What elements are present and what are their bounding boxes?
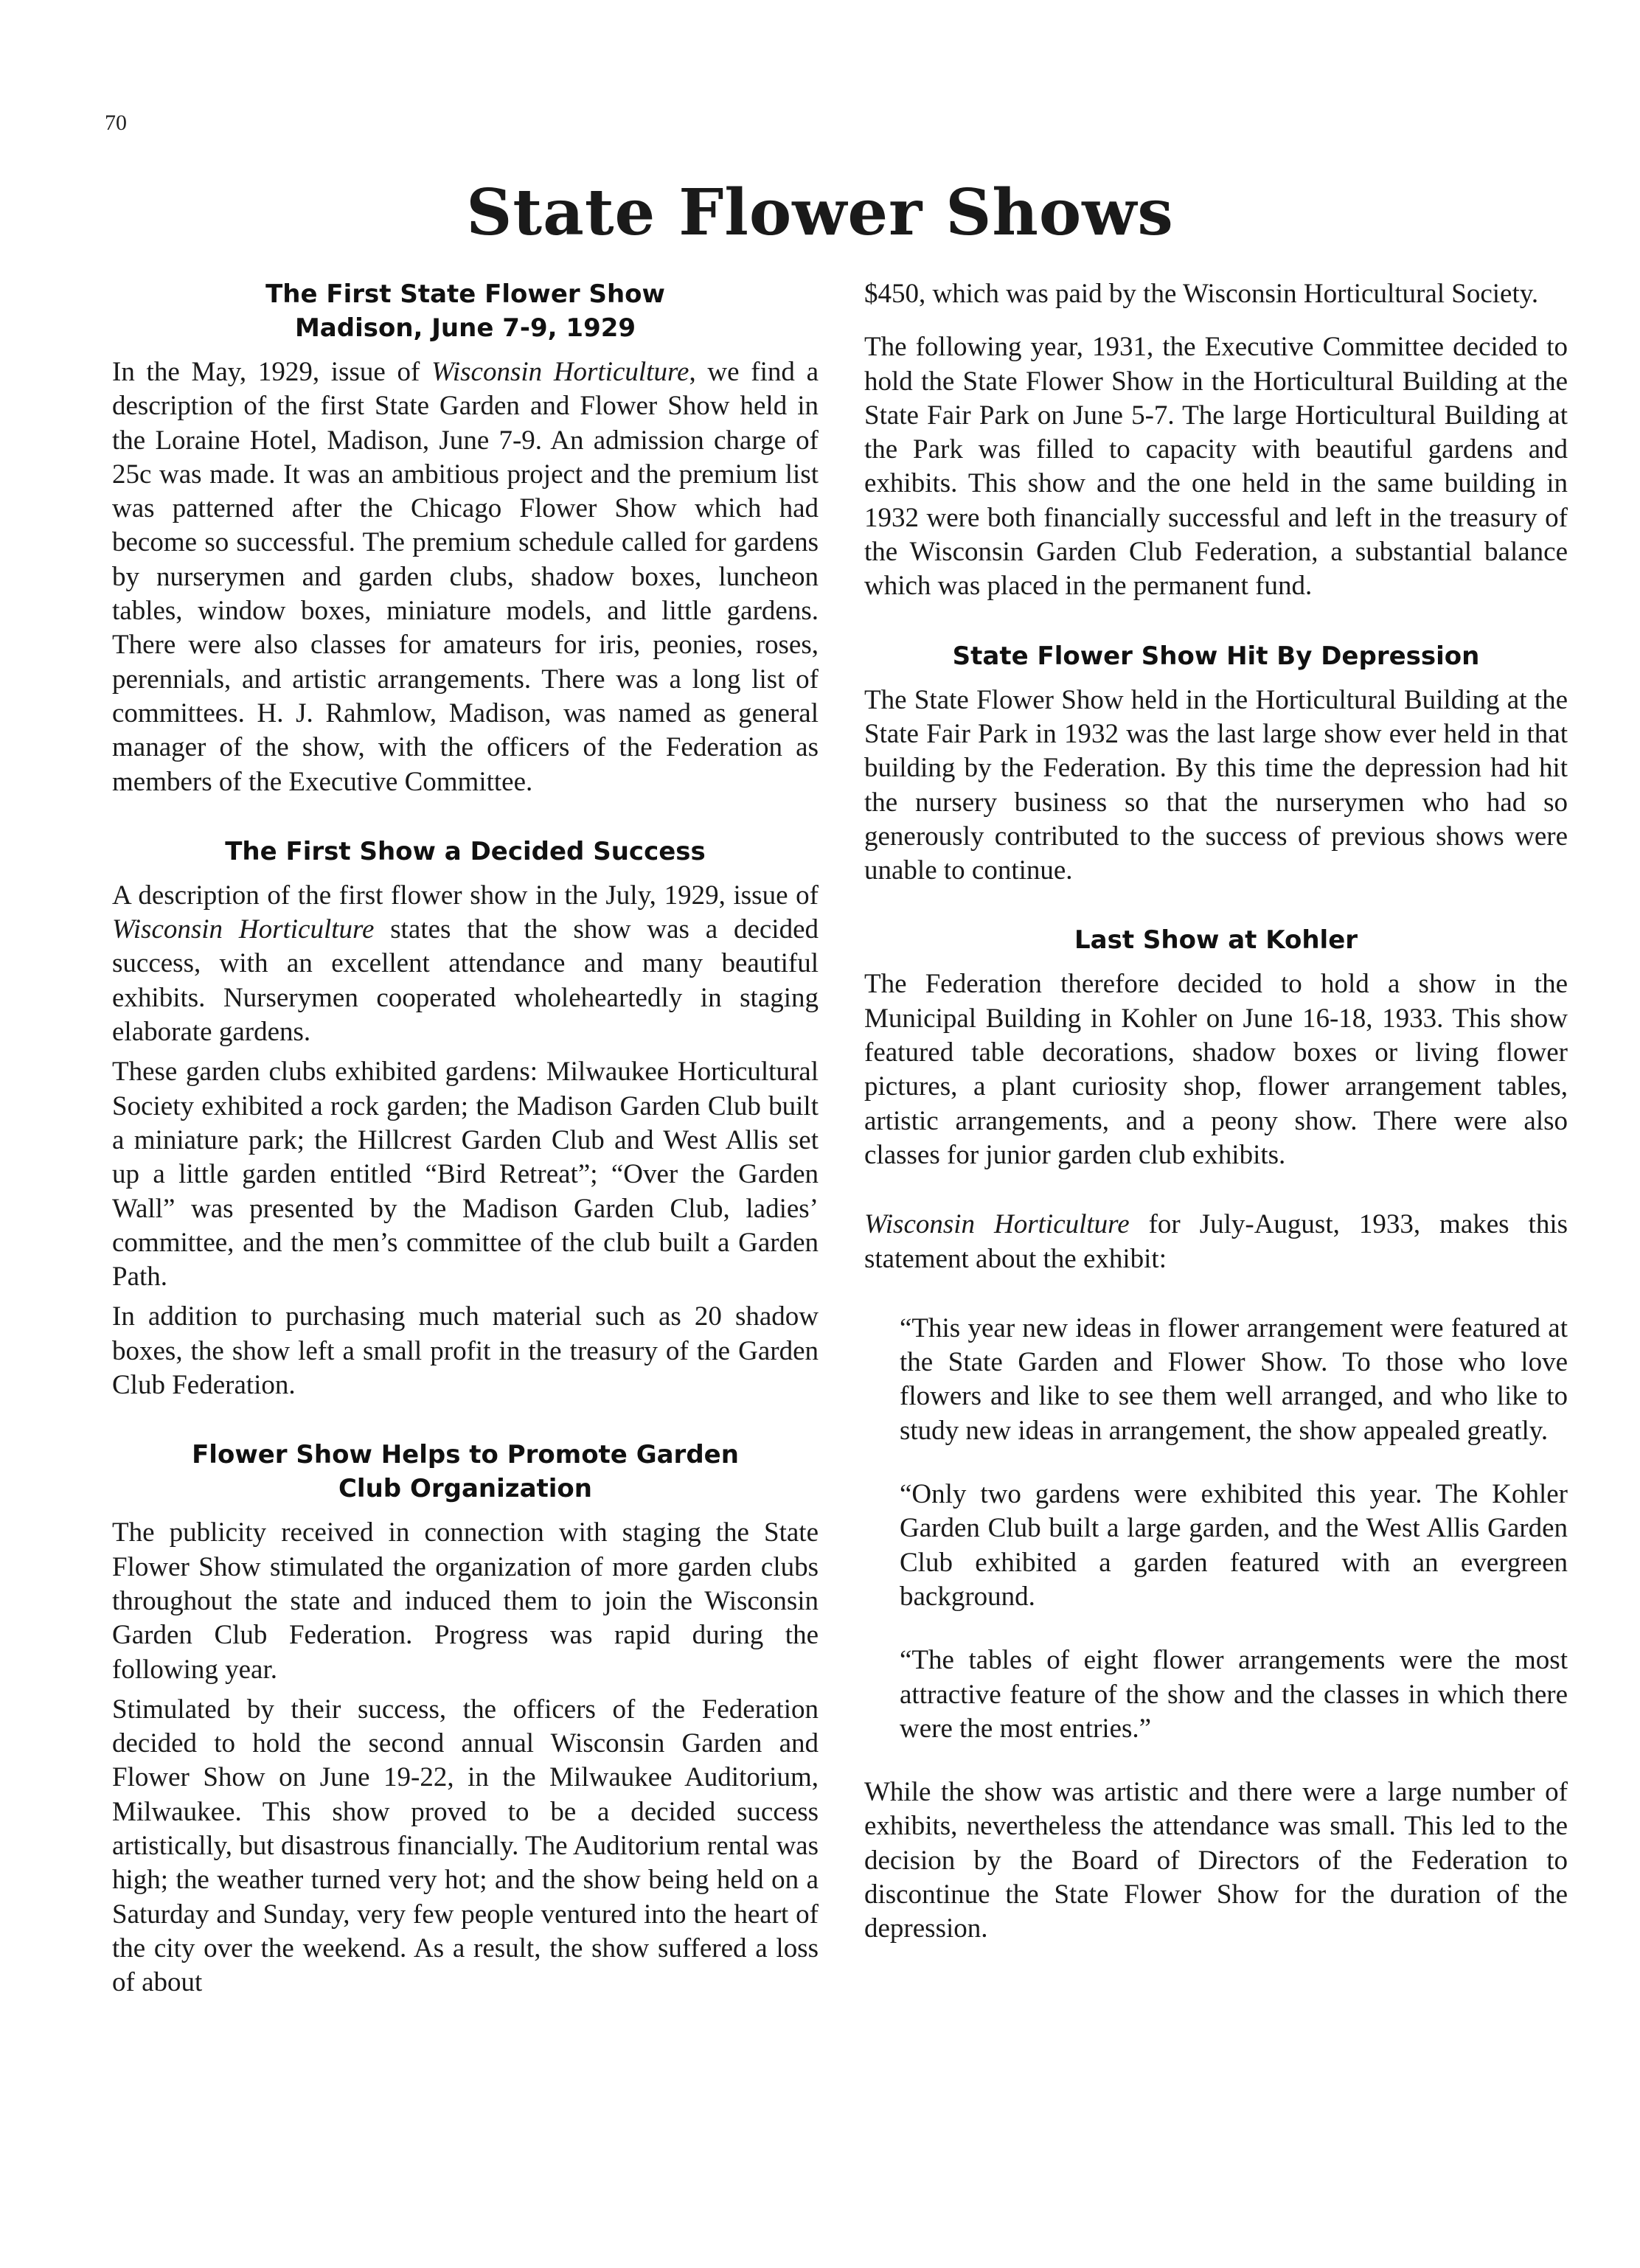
heading-line: Club Organization <box>338 1474 592 1504</box>
text-run: , we find a description of the first State Garden and Flower Show held in the Loraine Hotel, Madison, June 7-9. An admission charge of 25c was made. It was an ambitious project and the premium list was patterned after the Chicago Flower Show which had become so successful. The premium schedule called for gardens by nurserymen and garden clubs, shadow boxes, luncheon tables, window boxes, miniature models, and little gardens. There were also classes for amateurs for iris, peonies, roses, perennials, and artistic arrangements. There was a long list of committees. H. J. Rahmlow, Madison, was named as general manager of the show, with the officers of the Federation as members of the Executive Committee. <box>112 357 819 797</box>
section-heading-promote-garden <box>112 1438 819 1506</box>
paragraph: $450, which was paid by the Wisconsin Horticultural Society. <box>864 279 1539 309</box>
text-run: states that the show was a decided success, with an excellent attendance and many beautiful exhibits. Nurserymen cooperated wholeheartedly in staging elaborate gardens. <box>112 914 819 1048</box>
paragraph: The following year, 1931, the Executive Committee decided to hold the State Flower Show in the Horticultural Building at the State Fair Park on June 5-7. The large Horticultural Building at the Park was filled to capacity with beautiful gardens and exhibits. This show and the one held in the same building in 1932 were both financially successful and left in the treasury of the Wisconsin Garden Club Federation, a substantial balance which was placed in the permanent fund. <box>864 332 1568 602</box>
heading-line: Madison, June 7-9, 1929 <box>294 313 636 343</box>
paragraph <box>112 879 819 1049</box>
quote-paragraph: “This year new ideas in flower arrangement were featured at the State Garden and Flower Show. To those who love flowers and like to see them well arranged, and who like to study new ideas in arrangement, the show appealed greatly. <box>900 1312 1568 1446</box>
paragraph: The State Flower Show held in the Horticultural Building at the State Fair Park in 1932 was the last large show ever held in that building by the Federation. By this time the depression had hit the nursery business so that the nurserymen who had so generously contributed to the success of previous shows were unable to continue. <box>864 684 1568 886</box>
right-column <box>864 277 1568 1947</box>
text-run: A description of the first flower show in the July, 1929, issue of <box>112 880 819 911</box>
text-run: for July-August, 1933, makes this statement about the exhibit: <box>864 1209 1568 1274</box>
paragraph: These garden clubs exhibited gardens: Milwaukee Horticultural Society exhibited a rock garden; the Madison Garden Club built a miniature park; the Hillcrest Garden Club and West Allis set up a little garden entitled “Bird Retreat”; “Over the Garden Wall” was presented by the Madison Garden Club, ladies’ committee, and the men’s committee of the club built a Garden Path. <box>112 1057 819 1293</box>
paragraph <box>864 1208 1568 1276</box>
page-title: State Flower Shows <box>466 175 1174 250</box>
section-heading-kohler: Last Show at Kohler <box>1074 925 1358 956</box>
publication-title: Wisconsin Horticulture <box>864 1209 1130 1240</box>
left-column <box>112 277 819 2000</box>
section-heading-depression: State Flower Show Hit By Depression <box>952 641 1480 671</box>
section-heading-first-show <box>112 277 819 345</box>
heading-line: Flower Show Helps to Promote Garden <box>192 1440 739 1470</box>
paragraph <box>112 355 819 799</box>
section-heading-decided-success: The First Show a Decided Success <box>225 836 706 866</box>
publication-title: Wisconsin Horticulture <box>431 357 689 387</box>
quote-paragraph: “The tables of eight flower arrangements were the most attractive feature of the show and the classes in which there were the most entries.” <box>900 1645 1568 1744</box>
publication-title: Wisconsin Horticulture <box>112 914 375 945</box>
paragraph: The Federation therefore decided to hold a show in the Municipal Building in Kohler on June 16-18, 1933. This show featured table decorations, shadow boxes or living flower pictures, a plant curiosity shop, flower arrangement tables, artistic arrangements, and a peony show. There were also classes for junior garden club exhibits. <box>864 969 1568 1170</box>
heading-line: The First State Flower Show <box>265 279 665 309</box>
quote-paragraph: “Only two gardens were exhibited this year. The Kohler Garden Club built a large garden, and the West Allis Garden Club exhibited a garden featured with an evergreen background. <box>900 1479 1568 1612</box>
page-number: 70 <box>105 111 127 135</box>
paragraph: While the show was artistic and there were a large number of exhibits, nevertheless the attendance was small. This led to the decision by the Board of Directors of the Federation to discontinue the State Flower Show for the duration of the depression. <box>864 1777 1568 1944</box>
paragraph: In addition to purchasing much material such as 20 shadow boxes, the show left a small profit in the treasury of the Garden Club Federation. <box>112 1301 819 1401</box>
text-run: In the May, 1929, issue of <box>112 357 432 387</box>
paragraph: Stimulated by their success, the officers of the Federation decided to hold the second annual Wisconsin Garden and Flower Show on June 19-22, in the Milwaukee Auditorium, Milwaukee. This show proved to be a decided success artistically, but disastrous financially. The Auditorium rental was high; the weather turned very hot; and the show being held on a Saturday and Sunday, very few people ventured into the heart of the city over the weekend. As a result, the show suffered a loss of about <box>112 1694 819 1998</box>
paragraph: The publicity received in connection with staging the State Flower Show stimulated the organization of more garden clubs throughout the state and induced them to join the Wisconsin Garden Club Federation. Progress was rapid during the following year. <box>112 1517 819 1685</box>
